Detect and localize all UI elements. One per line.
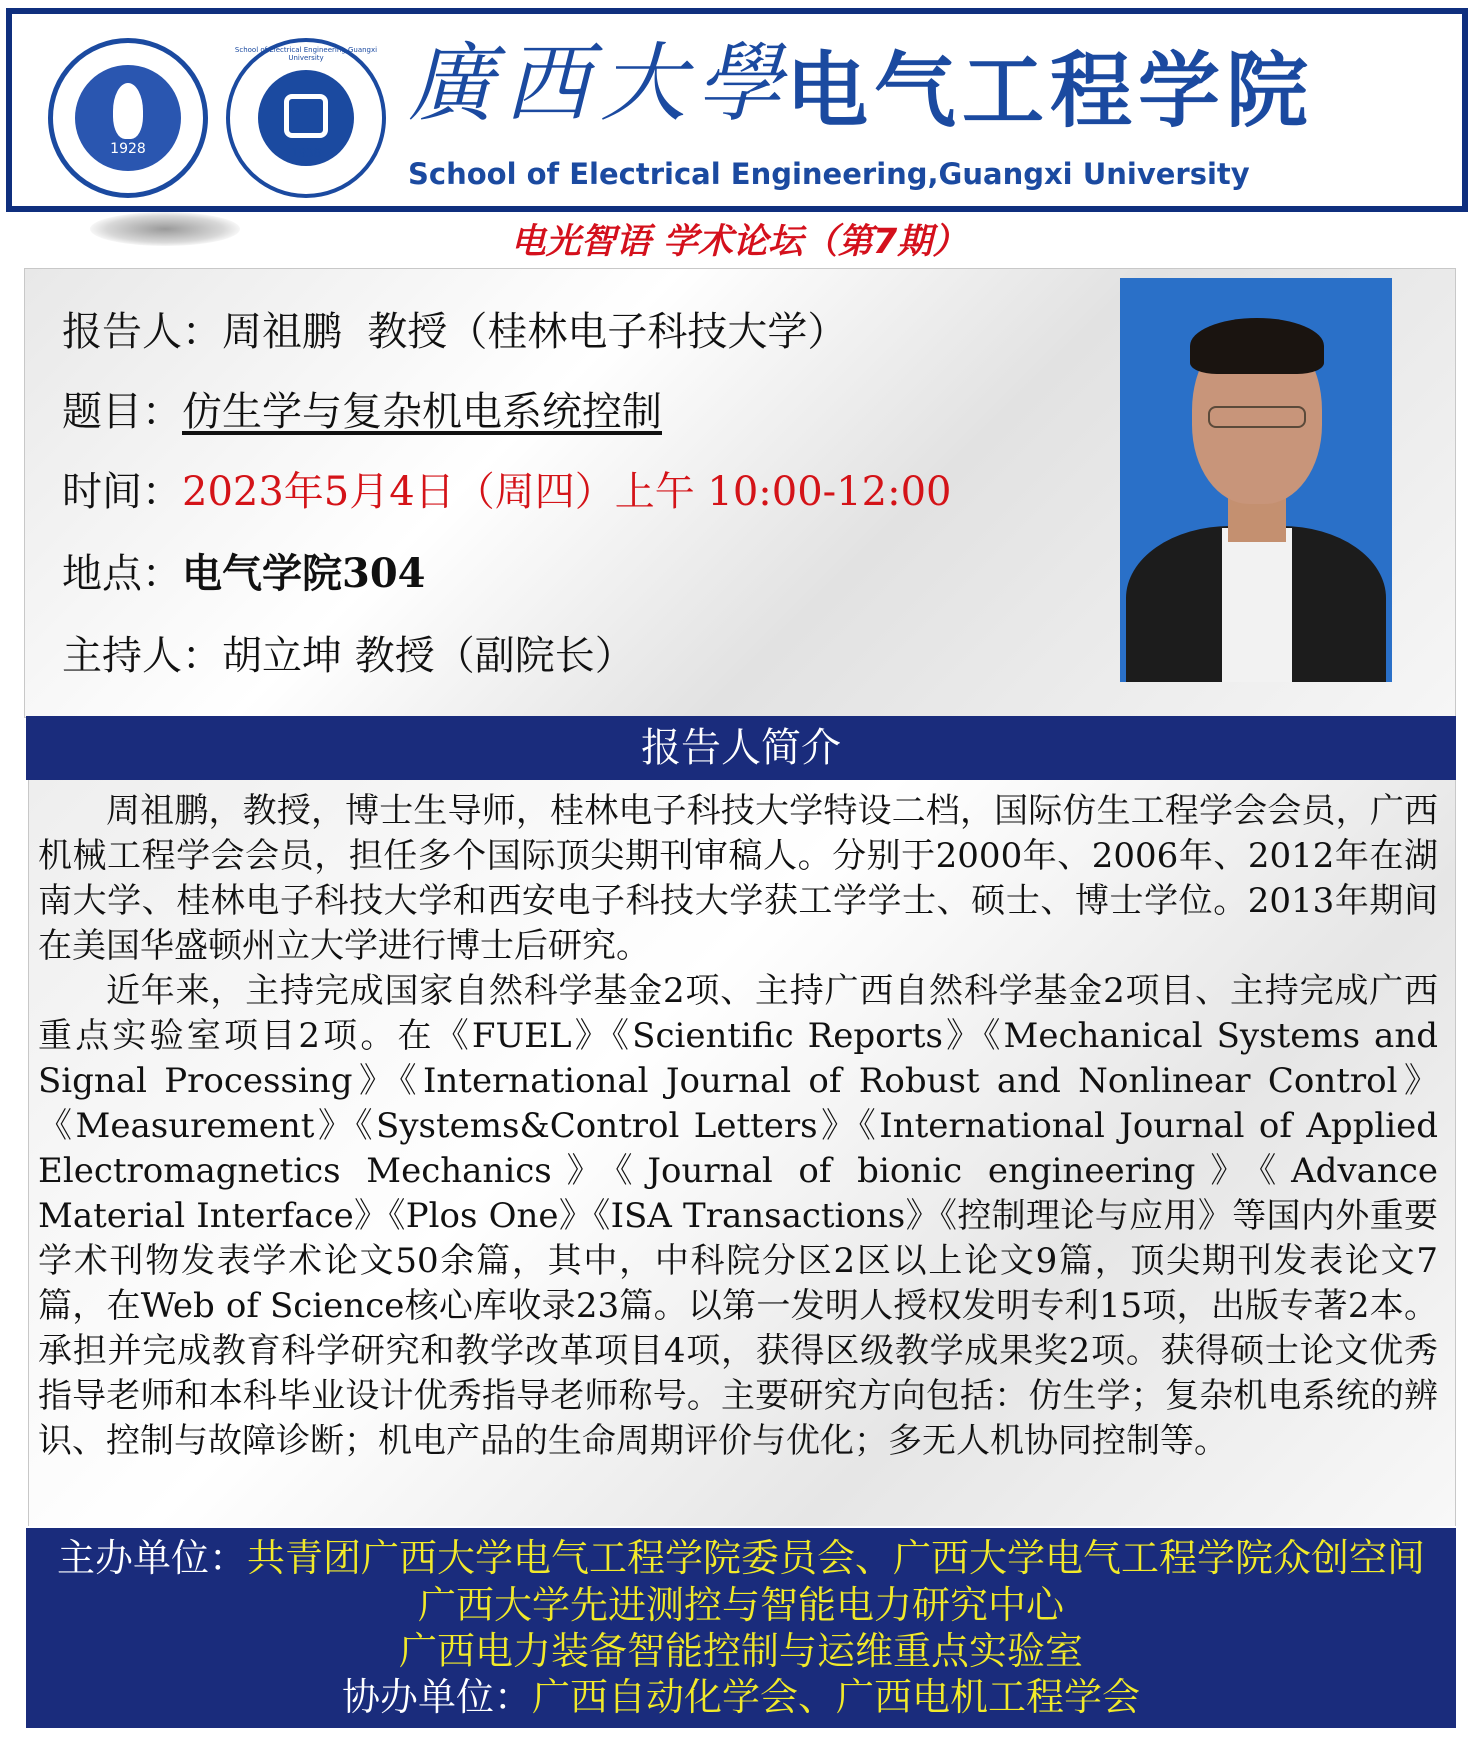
book-icon	[284, 94, 328, 138]
photo-hair	[1190, 318, 1324, 374]
seal-year: 1928	[110, 141, 146, 157]
forum-title: 电光智语 学术论坛（第7期）	[510, 222, 968, 262]
venue-label: 地点：	[62, 551, 182, 597]
school-name-en: School of Electrical Engineering,Guangxi University	[408, 157, 1250, 191]
co-organizer-label: 协办单位：	[341, 1675, 532, 1719]
university-seal-logo	[48, 38, 208, 198]
seal-inner-disc	[75, 65, 181, 171]
school-seal-logo	[226, 38, 386, 198]
speaker-photo	[1120, 278, 1392, 682]
topic-line	[62, 384, 662, 440]
flame-icon	[113, 83, 143, 139]
university-name: 廣西大學	[408, 34, 792, 134]
host-label: 主持人：	[62, 633, 222, 679]
time-label: 时间：	[62, 469, 182, 515]
topic-value: 仿生学与复杂机电系统控制	[182, 389, 662, 435]
time-value: 2023年5月4日（周四）上午 10:00-12:00	[182, 469, 952, 515]
speaker-value: 周祖鹏 教授（桂林电子科技大学）	[222, 309, 848, 355]
venue-value: 电气学院304	[182, 550, 426, 597]
bio-paragraph-1: 周祖鹏，教授，博士生导师，桂林电子科技大学特设二档，国际仿生工程学会会员，广西机械工程学会会员，担任多个国际顶尖期刊审稿人。分别于2000年、2006年、2012年在湖南大学、桂林电子科技大学和西安电子科技大学获工学学士、硕士、博士学位。2013年期间在美国华盛顿州立大学进行博士后研究。	[38, 791, 1438, 966]
organizer-label: 主办单位：	[56, 1536, 247, 1580]
topic-label: 题目：	[62, 389, 182, 435]
speaker-line	[62, 304, 847, 360]
organizer-line-2: 广西大学先进测控与智能电力研究中心	[417, 1583, 1064, 1627]
co-organizer-value: 广西自动化学会、广西电机工程学会	[532, 1675, 1141, 1719]
organizer-line-3: 广西电力装备智能控制与运维重点实验室	[398, 1629, 1083, 1673]
photo-glasses	[1208, 406, 1306, 428]
seal-ring-text: School of Electrical Engineering,Guangxi University	[234, 46, 378, 62]
organizer-value: 共青团广西大学电气工程学院委员会、广西大学电气工程学院众创空间	[247, 1536, 1426, 1580]
speaker-label: 报告人：	[62, 309, 222, 355]
bio-paragraph-2: 近年来，主持完成国家自然科学基金2项、主持广西自然科学基金2项目、主持完成广西重点实验室项目2项。在《FUEL》《Scientific Reports》《Mechanical Systems and Signal Processing》《International Journal of Robust and Nonlinear Control》《Measurement》《Systems&Control Letters》《International Journal of Applied Electromagnetics Mechanics》《Journal of bionic engineering》《Advance Material Interface》《Plos One》《ISA Transactions》《控制理论与应用》等国内外重要学术刊物发表学术论文50余篇，其中，中科院分区2区以上论文9篇，顶尖期刊发表论文7篇，在Web of Science核心库收录23篇。以第一发明人授权发明专利15项，出版专著2本。承担并完成教育科学研究和教学改革项目4项，获得区级教学成果奖2项。获得硕士论文优秀指导老师和本科毕业设计优秀指导老师称号。主要研究方向包括：仿生学；复杂机电系统的辨识、控制与故障诊断；机电产品的生命周期评价与优化；多无人机协同控制等。	[38, 971, 1438, 1461]
host-value: 胡立坤 教授（副院长）	[222, 633, 635, 679]
organizer-line	[26, 1535, 1456, 1581]
seal-year: 1938	[290, 146, 322, 160]
host-line	[62, 628, 635, 684]
photo-shirt	[1222, 528, 1292, 682]
school-name-cn: 电气工程学院	[786, 44, 1315, 139]
venue-line	[62, 546, 426, 602]
bio-section-header: 报告人简介	[26, 716, 1456, 780]
time-line	[62, 464, 951, 520]
co-organizer-line	[26, 1674, 1456, 1720]
